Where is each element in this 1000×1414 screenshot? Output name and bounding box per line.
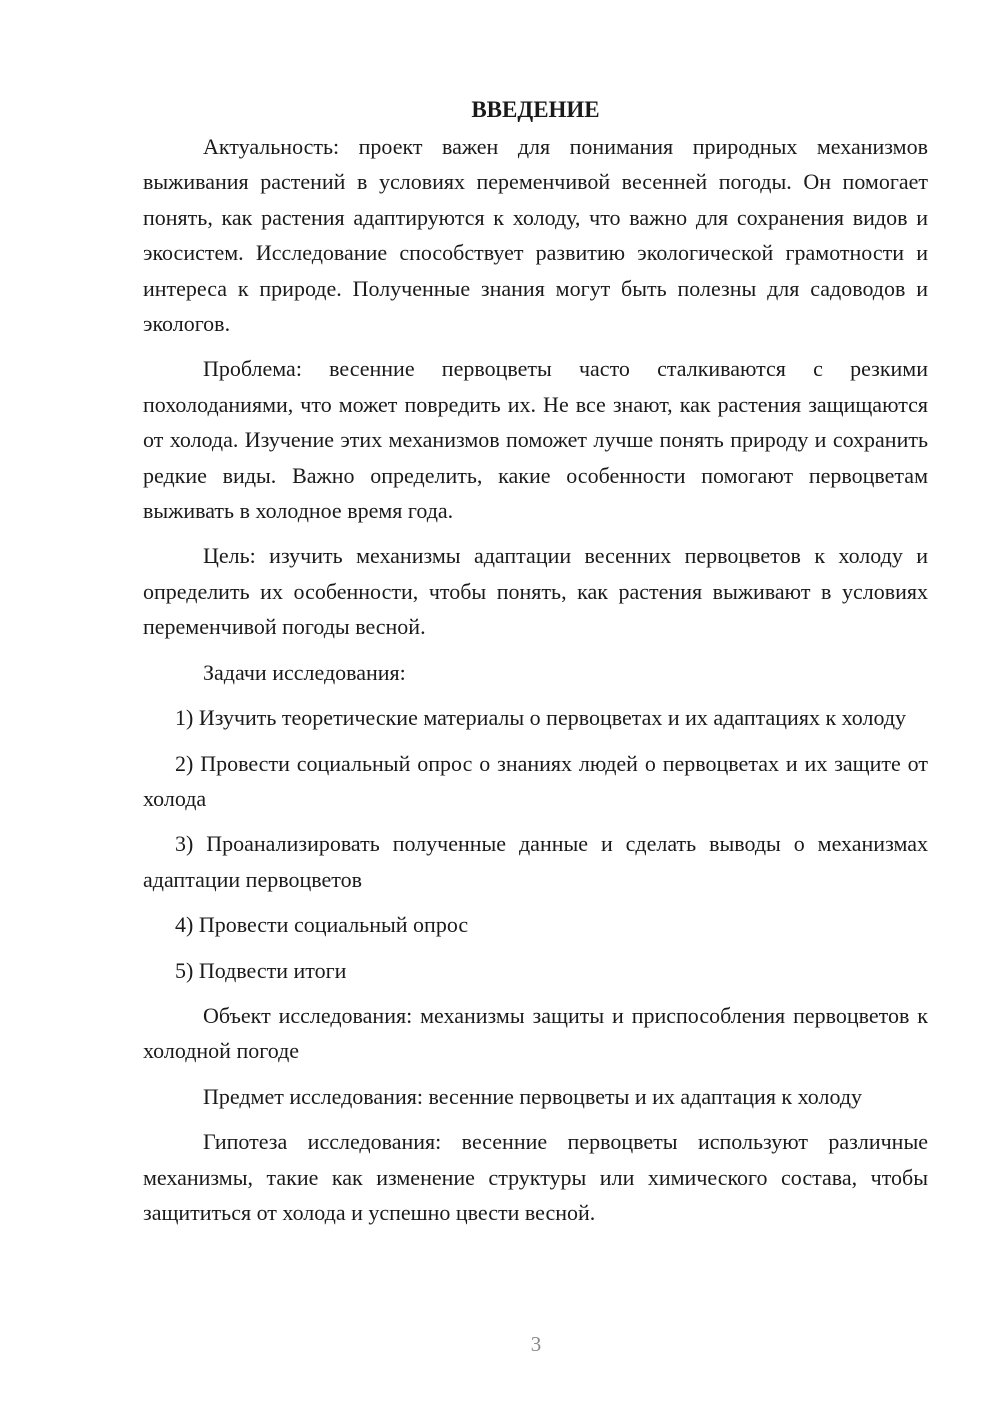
task-item-3: 3) Проанализировать полученные данные и сделать выводы о механизмах адаптации первоцветов <box>143 831 928 892</box>
paragraph-tasks-heading: Задачи исследования: <box>203 659 406 685</box>
task-item-2: 2) Провести социальный опрос о знаниях людей о первоцветах и их защите от холода <box>143 750 928 811</box>
task-item-4: 4) Провести социальный опрос <box>175 912 469 938</box>
paragraph-object: Объект исследования: механизмы защиты и приспособления первоцветов к холодной погоде <box>143 1002 928 1064</box>
document-title: ВВЕДЕНИЕ <box>471 97 600 122</box>
document-page <box>143 92 928 1240</box>
paragraph-subject: Предмет исследования: весенние первоцветы и их адаптация к холоду <box>203 1083 863 1109</box>
paragraph-problem: Проблема: весенние первоцветы часто сталкиваются с резкими похолоданиями, что может повредить их. Не все знают, как растения защищаются от холода. Изучение этих механизмов поможет лучше понять природу и сохранить редкие виды. Важно определить, какие особенности помогают первоцветам выживать в холодное время года. <box>143 356 928 524</box>
task-item-1: 1) Изучить теоретические материалы о первоцветах и их адаптациях к холоду <box>175 705 907 731</box>
paragraph-relevance: Актуальность: проект важен для понимания природных механизмов выживания растений в условиях переменчивой весенней погоды. Он помогает понять, как растения адаптируются к холоду, что важно для сохранения видов и экосистем. Исследование способствует развитию экологической грамотности и интереса к природе. Полученные знания могут быть полезны для садоводов и экологов. <box>143 134 928 337</box>
paragraph-hypothesis: Гипотеза исследования: весенние первоцветы используют различные механизмы, такие как изменение структуры или химического состава, чтобы защититься от холода и успешно цвести весной. <box>143 1129 928 1225</box>
page-number: 3 <box>530 1332 542 1356</box>
paragraph-goal: Цель: изучить механизмы адаптации весенних первоцветов к холоду и определить их особенности, чтобы понять, как растения выживают в условиях переменчивой погоды весной. <box>143 543 928 640</box>
task-item-5: 5) Подвести итоги <box>175 957 347 983</box>
